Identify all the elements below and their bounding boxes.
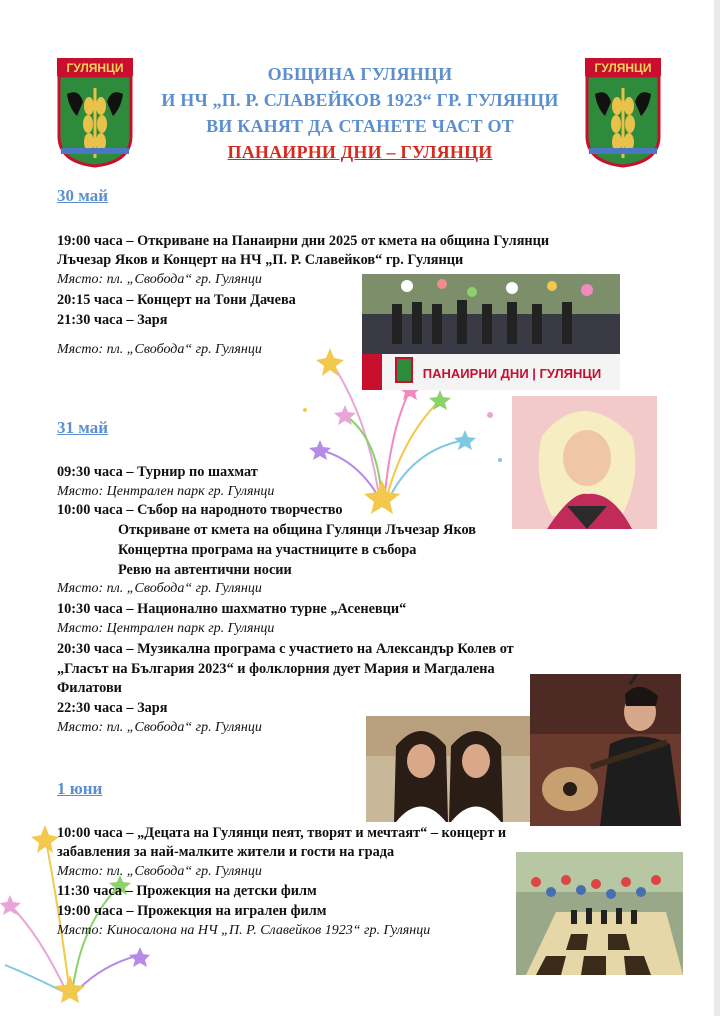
event-folk-fair-sub2: Концертна програма на участниците в събора — [118, 542, 417, 558]
event-chess-tournament: 09:30 часа – Турнир по шахмат — [57, 464, 258, 480]
event-music-line2: „Гласът на България 2023“ и фолклорния дует Мария и Магдалена — [57, 661, 495, 677]
event-folk-fair-sub1: Откриване от кмета на община Гулянци Лъчезар Яков — [118, 522, 477, 538]
event-place: Място: пл. „Свобода“ гр. Гулянци — [57, 581, 262, 596]
stage-concert-photo — [362, 274, 620, 390]
event-place-cinema: Място: Киносалона на НЧ „П. Р. Славейков 1923“ гр. Гулянци — [57, 923, 431, 938]
banner-text: ПАНАИРНИ ДНИ | ГУЛЯНЦИ — [422, 366, 602, 381]
event-fireworks: 21:30 часа – Заря — [57, 312, 168, 328]
crest-right-label: ГУЛЯНЦИ — [594, 61, 652, 75]
date-30-may: 30 май — [57, 186, 109, 205]
event-kids-line2: забавления за най-малките жители и гости на града — [57, 844, 395, 860]
event-folk-fair: 10:00 часа – Събор на народното творчество — [57, 502, 343, 518]
guitarist-photo — [530, 674, 681, 826]
event-place: Място: пл. „Свобода“ гр. Гулянци — [57, 272, 262, 287]
header-line-2: И НЧ „П. Р. СЛАВЕЙКОВ 1923“ ГР. ГУЛЯНЦИ — [161, 90, 559, 110]
header-line-3: ВИ КАНЯТ ДА СТАНЕТЕ ЧАСТ ОТ — [206, 116, 514, 136]
event-music-line3: Филатови — [57, 680, 122, 696]
crest-left-label: ГУЛЯНЦИ — [66, 61, 124, 75]
event-music-line1: 20:30 часа – Музикална програма с участието на Александър Колев от — [57, 641, 514, 657]
date-31-may: 31 май — [57, 418, 109, 437]
duo-singers-photo — [366, 716, 536, 822]
event-feature-film: 19:00 часа – Прожекция на игрален филм — [57, 903, 327, 919]
chess-tournament-photo — [516, 852, 683, 975]
event-opening-line2: Лъчезар Яков и Концерт на НЧ „П. Р. Славейков“ гр. Гулянци — [57, 252, 464, 268]
event-place: Място: пл. „Свобода“ гр. Гулянци — [57, 720, 262, 735]
event-opening-line1: 19:00 часа – Откриване на Панаирни дни 2025 от кмета на община Гулянци — [57, 233, 550, 249]
event-folk-fair-sub3: Ревю на автентични носии — [118, 562, 292, 578]
event-kids-line1: 10:00 часа – „Децата на Гулянци пеят, творят и мечтаят“ – концерт и — [57, 825, 507, 841]
header-line-1: ОБЩИНА ГУЛЯНЦИ — [267, 64, 453, 84]
event-fireworks: 22:30 часа – Заря — [57, 700, 168, 716]
date-1-june: 1 юни — [57, 779, 103, 798]
event-kids-film: 11:30 часа – Прожекция на детски филм — [57, 883, 317, 899]
event-place: Място: пл. „Свобода“ гр. Гулянци — [57, 342, 262, 357]
event-place: Място: пл. „Свобода“ гр. Гулянци — [57, 864, 262, 879]
singer-portrait-photo — [512, 396, 657, 529]
event-place: Място: Централен парк гр. Гулянци — [57, 484, 275, 499]
event-chess-tour: 10:30 часа – Национално шахматно турне „Асеневци“ — [57, 601, 407, 617]
event-concert-toni: 20:15 часа – Концерт на Тони Дачева — [57, 292, 296, 308]
event-place: Място: Централен парк гр. Гулянци — [57, 621, 275, 636]
header-line-4: ПАНАИРНИ ДНИ – ГУЛЯНЦИ — [227, 142, 493, 162]
page-edge — [714, 0, 720, 1016]
